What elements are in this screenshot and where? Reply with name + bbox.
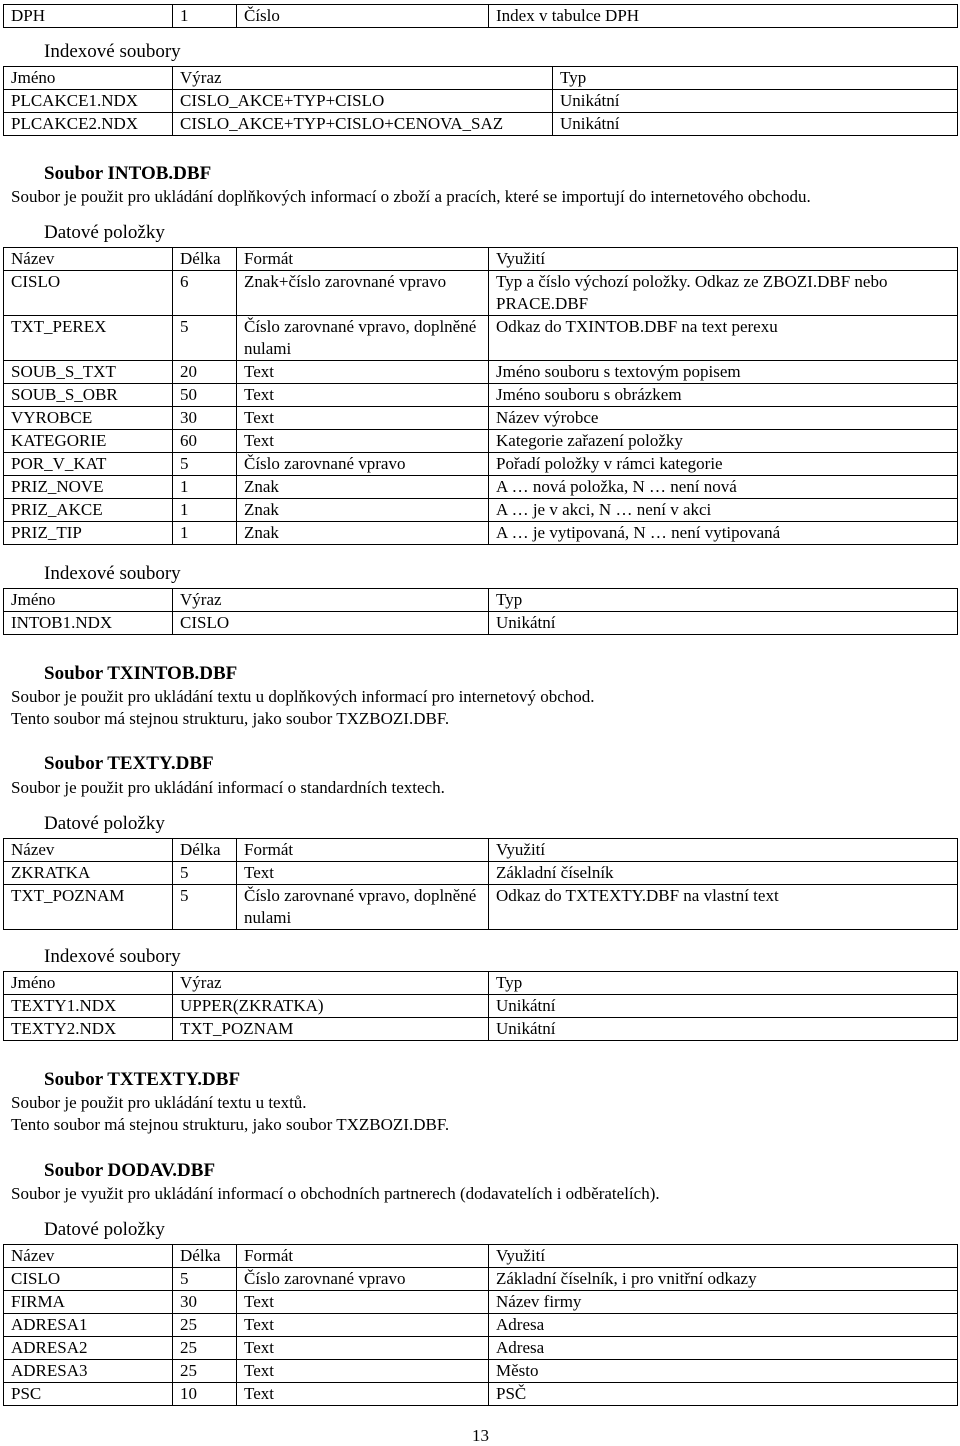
table-cell: Pořadí položky v rámci kategorie bbox=[489, 453, 958, 476]
table-cell: CISLO bbox=[173, 612, 489, 635]
table-cell: Odkaz do TXTEXTY.DBF na vlastní text bbox=[489, 885, 958, 930]
table-cell: CISLO_AKCE+TYP+CISLO+CENOVA_SAZ bbox=[173, 113, 553, 136]
table-cell: Unikátní bbox=[489, 1018, 958, 1041]
table-cell: Text bbox=[237, 1337, 489, 1360]
table-cell: Text bbox=[237, 1383, 489, 1406]
table-row bbox=[4, 1291, 958, 1314]
column-header: Využití bbox=[489, 248, 958, 271]
index-section-title: Indexové soubory bbox=[44, 563, 181, 584]
table-cell: VYROBCE bbox=[4, 407, 173, 430]
data-section-title: Datové položky bbox=[44, 222, 165, 243]
index-table bbox=[3, 66, 958, 136]
column-header: Délka bbox=[173, 839, 237, 862]
table-cell: 30 bbox=[173, 407, 237, 430]
table-row bbox=[4, 430, 958, 453]
table-cell: Text bbox=[237, 407, 489, 430]
table-cell: PSC bbox=[4, 1383, 173, 1406]
table-cell: 5 bbox=[173, 453, 237, 476]
table-cell: Základní číselník, i pro vnitřní odkazy bbox=[489, 1268, 958, 1291]
table-cell: TEXTY1.NDX bbox=[4, 995, 173, 1018]
table-cell: Typ a číslo výchozí položky. Odkaz ze ZBOZI.DBF nebo PRACE.DBF bbox=[489, 271, 958, 316]
table-cell: A … nová položka, N … není nová bbox=[489, 476, 958, 499]
section-description: Soubor je použit pro ukládání textu u doplňkových informací pro internetový obchod. bbox=[11, 687, 595, 706]
table-cell: Znak bbox=[237, 499, 489, 522]
table-cell: SOUB_S_TXT bbox=[4, 361, 173, 384]
table-cell: Index v tabulce DPH bbox=[489, 5, 958, 28]
table-cell: Adresa bbox=[489, 1314, 958, 1337]
data-fields-table bbox=[3, 1244, 958, 1406]
column-header: Typ bbox=[489, 589, 958, 612]
table-cell: 20 bbox=[173, 361, 237, 384]
table-row bbox=[4, 271, 958, 316]
table-cell: CISLO_AKCE+TYP+CISLO bbox=[173, 90, 553, 113]
table-cell: A … je v akci, N … není v akci bbox=[489, 499, 958, 522]
table-cell: Text bbox=[237, 361, 489, 384]
table-row bbox=[4, 522, 958, 545]
table-cell: 1 bbox=[173, 499, 237, 522]
table-cell: 1 bbox=[173, 476, 237, 499]
column-header: Jméno bbox=[4, 972, 173, 995]
table-header-row bbox=[4, 589, 958, 612]
table-cell: Kategorie zařazení položky bbox=[489, 430, 958, 453]
table-cell: UPPER(ZKRATKA) bbox=[173, 995, 489, 1018]
table-cell: Číslo zarovnané vpravo bbox=[237, 453, 489, 476]
table-cell: Název firmy bbox=[489, 1291, 958, 1314]
table-cell: Unikátní bbox=[489, 612, 958, 635]
column-header: Formát bbox=[237, 1245, 489, 1268]
table-cell: Text bbox=[237, 1314, 489, 1337]
table-cell: ZKRATKA bbox=[4, 862, 173, 885]
table-cell: 5 bbox=[173, 1268, 237, 1291]
section-description: Soubor je použit pro ukládání doplňkových informací o zboží a pracích, které se importují do internetového obchodu. bbox=[11, 187, 811, 206]
table-cell: ADRESA3 bbox=[4, 1360, 173, 1383]
table-header-row bbox=[4, 1245, 958, 1268]
column-header: Název bbox=[4, 1245, 173, 1268]
table-cell: ADRESA2 bbox=[4, 1337, 173, 1360]
table-cell: Text bbox=[237, 1291, 489, 1314]
table-cell: Unikátní bbox=[553, 90, 958, 113]
table-cell: Znak bbox=[237, 522, 489, 545]
section-description: Tento soubor má stejnou strukturu, jako soubor TXZBOZI.DBF. bbox=[11, 709, 450, 728]
column-header: Typ bbox=[553, 67, 958, 90]
table-cell: FIRMA bbox=[4, 1291, 173, 1314]
table-cell: A … je vytipovaná, N … není vytipovaná bbox=[489, 522, 958, 545]
table-cell: Odkaz do TXINTOB.DBF na text perexu bbox=[489, 316, 958, 361]
table-cell: PLCAKCE2.NDX bbox=[4, 113, 173, 136]
table-row bbox=[4, 1018, 958, 1041]
table-row bbox=[4, 1360, 958, 1383]
table-cell: 30 bbox=[173, 1291, 237, 1314]
column-header: Typ bbox=[489, 972, 958, 995]
table-row bbox=[4, 862, 958, 885]
table-cell: Text bbox=[237, 430, 489, 453]
index-table bbox=[3, 971, 958, 1041]
table-row bbox=[4, 384, 958, 407]
table-row bbox=[4, 453, 958, 476]
data-section-title: Datové položky bbox=[44, 813, 165, 834]
column-header: Formát bbox=[237, 248, 489, 271]
column-header: Výraz bbox=[173, 67, 553, 90]
table-row bbox=[4, 407, 958, 430]
table-cell: SOUB_S_OBR bbox=[4, 384, 173, 407]
column-header: Délka bbox=[173, 1245, 237, 1268]
table-cell: ADRESA1 bbox=[4, 1314, 173, 1337]
table-cell: Unikátní bbox=[553, 113, 958, 136]
table-header-row bbox=[4, 248, 958, 271]
table-row bbox=[4, 5, 958, 28]
table-row bbox=[4, 995, 958, 1018]
column-header: Využití bbox=[489, 1245, 958, 1268]
table-cell: Text bbox=[237, 862, 489, 885]
table-cell: Znak+číslo zarovnané vpravo bbox=[237, 271, 489, 316]
section-heading: Soubor TXTEXTY.DBF bbox=[44, 1069, 241, 1090]
section-description: Soubor je použit pro ukládání textu u textů. bbox=[11, 1093, 307, 1112]
section-heading: Soubor DODAV.DBF bbox=[44, 1160, 216, 1181]
table-cell: TXT_POZNAM bbox=[4, 885, 173, 930]
table-row bbox=[4, 1337, 958, 1360]
column-header: Výraz bbox=[173, 589, 489, 612]
table-row bbox=[4, 361, 958, 384]
table-cell: KATEGORIE bbox=[4, 430, 173, 453]
table-cell: 50 bbox=[173, 384, 237, 407]
table-row bbox=[4, 885, 958, 930]
column-header: Jméno bbox=[4, 589, 173, 612]
table-cell: Číslo zarovnané vpravo bbox=[237, 1268, 489, 1291]
index-section-title: Indexové soubory bbox=[44, 946, 181, 967]
table-cell: 25 bbox=[173, 1360, 237, 1383]
table-cell: 25 bbox=[173, 1337, 237, 1360]
table-cell: 6 bbox=[173, 271, 237, 316]
table-cell: Číslo zarovnané vpravo, doplněné nulami bbox=[237, 316, 489, 361]
section-heading: Soubor INTOB.DBF bbox=[44, 163, 212, 184]
data-fields-table bbox=[3, 838, 958, 930]
column-header: Formát bbox=[237, 839, 489, 862]
table-cell: Unikátní bbox=[489, 995, 958, 1018]
table-cell: PLCAKCE1.NDX bbox=[4, 90, 173, 113]
table-cell: PSČ bbox=[489, 1383, 958, 1406]
table-header-row bbox=[4, 67, 958, 90]
column-header: Délka bbox=[173, 248, 237, 271]
table-cell: 1 bbox=[173, 5, 237, 28]
table-cell: Jméno souboru s textovým popisem bbox=[489, 361, 958, 384]
table-cell: Text bbox=[237, 384, 489, 407]
table-cell: POR_V_KAT bbox=[4, 453, 173, 476]
table-cell: PRIZ_AKCE bbox=[4, 499, 173, 522]
index-table bbox=[3, 588, 958, 635]
data-fields-table bbox=[3, 247, 958, 545]
table-cell: Text bbox=[237, 1360, 489, 1383]
table-cell: Adresa bbox=[489, 1337, 958, 1360]
table-cell: 60 bbox=[173, 430, 237, 453]
table-row bbox=[4, 1383, 958, 1406]
data-section-title: Datové položky bbox=[44, 1219, 165, 1240]
table-cell: TEXTY2.NDX bbox=[4, 1018, 173, 1041]
table-row bbox=[4, 499, 958, 522]
table-cell: Znak bbox=[237, 476, 489, 499]
column-header: Výraz bbox=[173, 972, 489, 995]
table-cell: Číslo bbox=[237, 5, 489, 28]
table-cell: 1 bbox=[173, 522, 237, 545]
table-cell: TXT_POZNAM bbox=[173, 1018, 489, 1041]
table-row bbox=[4, 316, 958, 361]
table-cell: CISLO bbox=[4, 1268, 173, 1291]
table-cell: Město bbox=[489, 1360, 958, 1383]
column-header: Název bbox=[4, 839, 173, 862]
column-header: Jméno bbox=[4, 67, 173, 90]
section-description: Soubor je využit pro ukládání informací o obchodních partnerech (dodavatelích i odběratelích). bbox=[11, 1184, 660, 1203]
table-row bbox=[4, 612, 958, 635]
page-number: 13 bbox=[472, 1426, 489, 1445]
table-row bbox=[4, 90, 958, 113]
table-cell: 10 bbox=[173, 1383, 237, 1406]
table-cell: PRIZ_NOVE bbox=[4, 476, 173, 499]
dph-table bbox=[3, 4, 958, 28]
table-row bbox=[4, 1268, 958, 1291]
table-row bbox=[4, 113, 958, 136]
table-cell: DPH bbox=[4, 5, 173, 28]
table-cell: CISLO bbox=[4, 271, 173, 316]
section-description: Tento soubor má stejnou strukturu, jako soubor TXZBOZI.DBF. bbox=[11, 1115, 450, 1134]
column-header: Název bbox=[4, 248, 173, 271]
table-cell: PRIZ_TIP bbox=[4, 522, 173, 545]
index-section-title: Indexové soubory bbox=[44, 41, 181, 62]
table-row bbox=[4, 476, 958, 499]
section-heading: Soubor TEXTY.DBF bbox=[44, 753, 214, 774]
column-header: Využití bbox=[489, 839, 958, 862]
table-header-row bbox=[4, 972, 958, 995]
table-cell: Číslo zarovnané vpravo, doplněné nulami bbox=[237, 885, 489, 930]
table-cell: INTOB1.NDX bbox=[4, 612, 173, 635]
table-cell: Název výrobce bbox=[489, 407, 958, 430]
table-cell: 25 bbox=[173, 1314, 237, 1337]
table-cell: Jméno souboru s obrázkem bbox=[489, 384, 958, 407]
section-heading: Soubor TXINTOB.DBF bbox=[44, 663, 238, 684]
table-cell: 5 bbox=[173, 316, 237, 361]
table-cell: 5 bbox=[173, 862, 237, 885]
table-cell: 5 bbox=[173, 885, 237, 930]
table-cell: TXT_PEREX bbox=[4, 316, 173, 361]
table-row bbox=[4, 1314, 958, 1337]
table-header-row bbox=[4, 839, 958, 862]
section-description: Soubor je použit pro ukládání informací o standardních textech. bbox=[11, 778, 445, 797]
table-cell: Základní číselník bbox=[489, 862, 958, 885]
